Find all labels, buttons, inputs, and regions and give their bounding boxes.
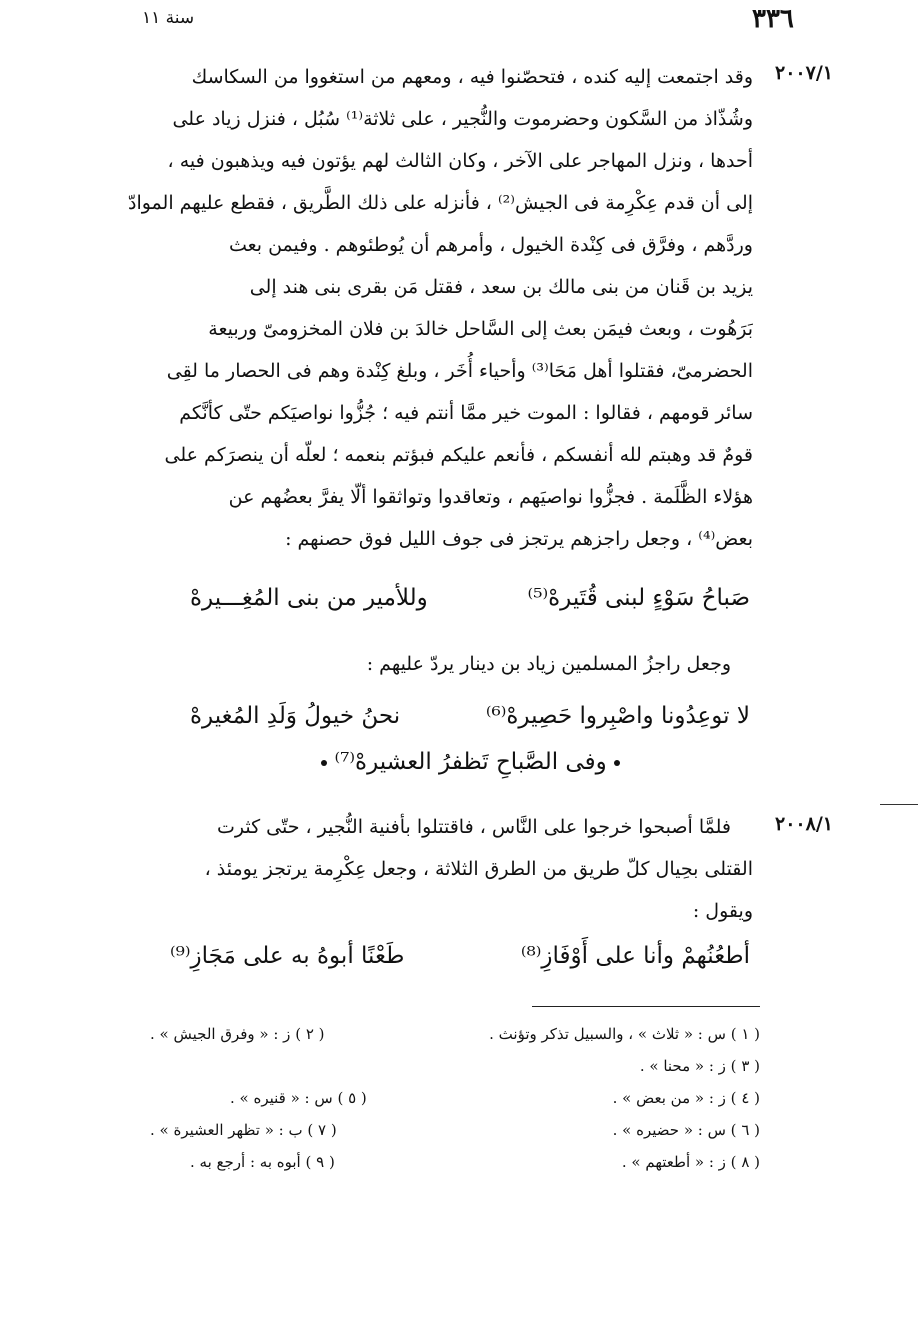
verse-hemistich-right: صَباحُ سَوْءٍ لبنى قُتَيرهْ⁽⁵⁾ (527, 585, 750, 611)
text-line: وشُذّاذ من السَّكون وحضرموت والنُّجير ، على ثلاثة⁽¹⁾ سُبُل ، فنزل زياد على (172, 108, 753, 130)
verse-hemistich-left: طَعْنًا أبوهُ به على مَجَازِ⁽⁹⁾ (170, 943, 405, 969)
footnote-2: ( ٢ ) ز : « وفرق الجيش » . (150, 1025, 325, 1043)
footnote-5: ( ٥ ) س : « قنيره » . (230, 1089, 367, 1107)
text-line: وقد اجتمعت إليه كنده ، فتحصّنوا فيه ، ومعهم من استغووا من السكاسك (191, 66, 753, 88)
footnote-4: ( ٤ ) ز : « من بعض » . (612, 1089, 760, 1107)
footnote-7: ( ٧ ) ب : « تظهر العشيرة » . (150, 1121, 337, 1139)
text-line: أحدها ، ونزل المهاجر على الآخر ، وكان الثالث لهم يؤتون فيه ويذهبون فيه ، (167, 150, 753, 172)
footnote-divider (532, 1006, 760, 1007)
paragraph-battle (128, 806, 753, 932)
paragraph-rajaz-intro (128, 643, 753, 685)
footnote-3: ( ٣ ) ز : « محنا » . (639, 1057, 760, 1075)
verse-3 (150, 934, 770, 984)
text-line: فلمَّا أصبحوا خرجوا على النَّاس ، فاقتتلوا بأفنية النُّجير ، حتّى كثرت (216, 816, 731, 838)
verse-line-third (321, 740, 620, 784)
verse-2 (150, 694, 770, 794)
page-edge-mark (880, 804, 918, 805)
page-number: ٣٣٦ (752, 4, 794, 34)
verse-hemistich-left: وللأمير من بنى المُغِـــيرهْ (190, 585, 428, 611)
text-line: ويقول : (692, 900, 753, 922)
text-line: وجعل راجزُ المسلمين زياد بن دينار يردّ عليهم : (366, 653, 731, 675)
text-line: بَرَهُوت ، وبعث فيمَن بعث إلى السَّاحل خالدَ بن فلان المخزومىّ وربيعة (208, 318, 753, 340)
footnotes (150, 1018, 760, 1178)
verse-third-text: وفى الصَّباحِ تَظفرُ العشيرهْ⁽⁷⁾ (334, 749, 607, 775)
bullet-dot-icon (614, 760, 620, 766)
footnote-6: ( ٦ ) س : « حضيره » . (612, 1121, 760, 1139)
verse-hemistich-right: لا توعِدُونا واصْبِروا حَصِيرهْ⁽⁶⁾ (485, 703, 750, 729)
section-ref-2008: ٢٠٠٨/١ (775, 813, 833, 835)
verse-hemistich-left: نحنُ خيولُ وَلَدِ المُغيرهْ (190, 703, 401, 729)
verse-1 (150, 576, 770, 626)
footnote-1: ( ١ ) س : « ثلاث » ، والسبيل تذكر وتؤنث . (489, 1025, 760, 1043)
bullet-dot-icon (321, 760, 327, 766)
footnote-8: ( ٨ ) ز : « أطعتهم » . (621, 1153, 760, 1171)
text-line: الحضرمىّ، فقتلوا أهل مَحَا⁽³⁾ وأحياء أُخَر ، وبلغ كِنْدة وهم فى الحصار ما لقِى (166, 360, 753, 382)
text-line: قومٌ قد وهبتم لله أنفسكم ، فأنعم عليكم فبؤتم بنعمه ؛ لعلّه أن ينصرَكم على (164, 444, 753, 466)
text-line: بعض⁽⁴⁾ ، وجعل راجزهم يرتجز فى جوف الليل فوق حصنهم : (285, 528, 753, 550)
footnote-9: ( ٩ ) أبوه به : أرجع به . (190, 1153, 335, 1171)
text-line: سائر قومهم ، فقالوا : الموت خير ممَّا أنتم فيه ؛ جُزُّوا نواصيَكم حتّى كأنَّكم (179, 402, 753, 424)
text-line: إلى أن قدم عِكْرِمة فى الجيش⁽²⁾ ، فأنزله على ذلك الطَّريق ، فقطع عليهم الموادّ (128, 192, 753, 214)
running-head-year: سنة ١١ (142, 8, 195, 28)
paragraph-main (128, 56, 753, 560)
text-line: يزيد بن قَنان من بنى مالك بن سعد ، فقتل مَن بقرى بنى هند إلى (249, 276, 753, 298)
text-line: هؤلاء الظَّلَمة . فجزُّوا نواصيَهم ، وتعاقدوا وتواثقوا ألّا يفرَّ بعضُهم عن (228, 486, 753, 508)
text-line: وردَّهم ، وفرَّق فى كِنْدة الخيول ، وأمرهم أن يُوطئوهم . وفيمن بعث (228, 234, 753, 256)
section-ref-2007: ٢٠٠٧/١ (775, 62, 833, 84)
verse-hemistich-right: أطعُنُهمْ وأنا على أَوْفَازِ⁽⁸⁾ (520, 943, 750, 969)
text-line: القتلى بحِيال كلّ طريق من الطرق الثلاثة ، وجعل عِكْرِمة يرتجز يومئذ ، (204, 858, 753, 880)
